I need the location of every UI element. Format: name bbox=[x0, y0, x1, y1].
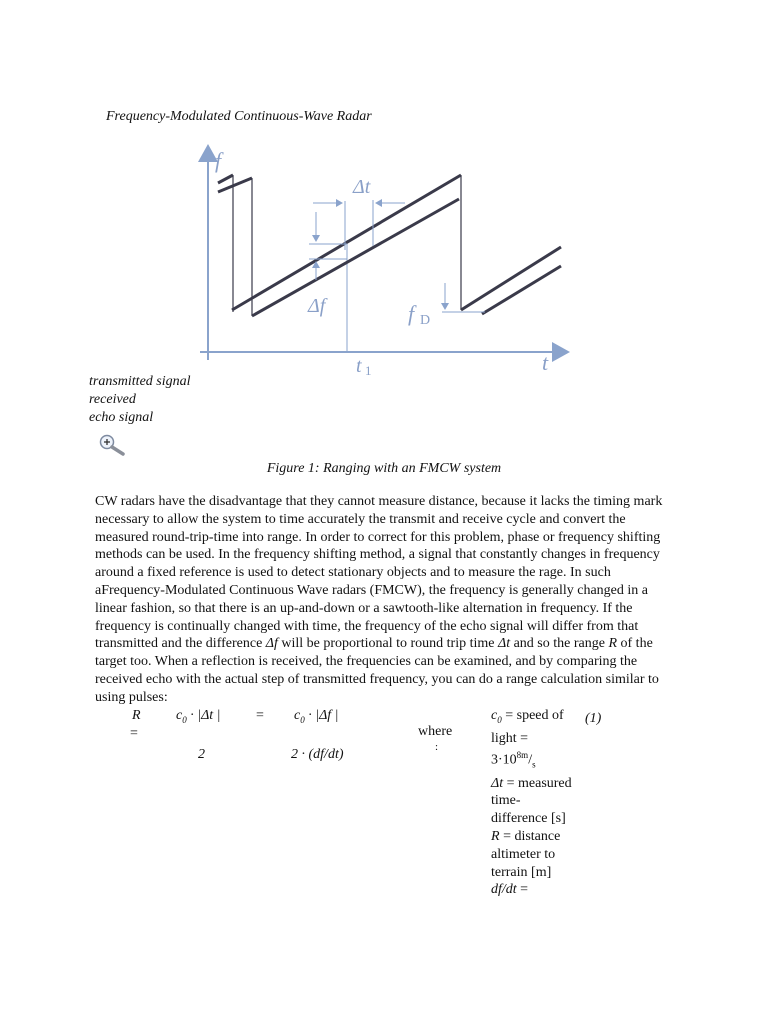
fmcw-diagram bbox=[195, 140, 575, 380]
eq-where: where bbox=[418, 724, 453, 739]
para-range: R bbox=[608, 636, 618, 652]
magnifier-plus-icon[interactable] bbox=[98, 433, 126, 457]
legend-echo: echo signal bbox=[89, 410, 154, 425]
eq-denominator-2: 2 · (df/dt) bbox=[291, 747, 344, 762]
echo-signal bbox=[252, 199, 459, 316]
def-c0-text: = speed of light = bbox=[491, 708, 564, 746]
para-delta-t: Δt bbox=[497, 636, 511, 652]
def-c0-val: 3·10 bbox=[491, 753, 517, 769]
eq-numerator-1 bbox=[176, 708, 221, 725]
def-dfdt bbox=[491, 881, 573, 899]
legend-received: received bbox=[89, 392, 136, 407]
def-dt-symbol: Δt bbox=[491, 775, 504, 791]
body-paragraph bbox=[95, 493, 677, 707]
fd-label: f bbox=[408, 301, 415, 326]
transmitted-signal-next bbox=[461, 247, 561, 310]
def-c0-exp: 8 bbox=[516, 750, 522, 761]
para-text-4: of the target too. When a reflection is received, the frequencies can be examined, and by comparing the received echo with the actual step of transmitted frequency, you can do a range calculation similar to using pulses: bbox=[95, 636, 659, 705]
transmitted-signal-start bbox=[218, 175, 233, 183]
def-c0-unit-s: s bbox=[532, 759, 536, 770]
para-text-2: will be proportional to round trip time bbox=[277, 636, 498, 652]
eq-equals-1: = bbox=[130, 726, 138, 741]
t1-subscript: 1 bbox=[365, 363, 372, 378]
def-dt-text: = measured time-difference [s] bbox=[491, 775, 572, 827]
eq-c0-sub-1: 0 bbox=[182, 714, 187, 725]
t1-label: t bbox=[356, 355, 362, 377]
para-text-1: CW radars have the disadvantage that they cannot measure distance, because it lacks the timing mark necessary to allow the system to time accurately the transmit and receive cycle and convert the measured round-trip-time into range. In order to correct for this problem, phase or frequency shifting methods can be used. In the frequency shifting method, a signal that constantly changes in frequency around a fixed reference is used to detect stationary objects and to measure the rage. In such aFrequency-Modulated Continuous Wave radars (FMCW), the frequency is generally changed in a linear fashion, so that there is an up-and-down or a sawtooth-like alternation in frequency. If the frequency is continually changed with time, the frequency of the echo signal will differ from that transmitted and the difference bbox=[95, 494, 663, 652]
axis-t-label: t bbox=[542, 350, 549, 375]
eq-c0-sub-2: 0 bbox=[300, 714, 305, 725]
variable-definitions bbox=[491, 707, 573, 899]
def-c0-sub: 0 bbox=[497, 714, 502, 725]
para-delta-f: Δf bbox=[265, 636, 278, 652]
def-c0-value: $3\cdot 10^{8m}/_s$ bbox=[491, 750, 536, 770]
equation-number: (1) bbox=[585, 711, 602, 726]
def-dt bbox=[491, 775, 573, 828]
delta-f-label: Δf bbox=[308, 295, 326, 317]
eq-colon: : bbox=[435, 741, 439, 753]
eq-c0-1: c bbox=[176, 708, 183, 723]
eq-num1-rest: · |Δt | bbox=[186, 708, 221, 723]
legend-transmitted: transmitted signal bbox=[89, 374, 191, 389]
def-c0-symbol: c bbox=[491, 708, 498, 723]
eq-numerator-2 bbox=[294, 708, 339, 725]
axis-f-label: f bbox=[215, 148, 222, 173]
figure-caption: Figure 1: Ranging with an FMCW system bbox=[266, 461, 502, 476]
document-title: Frequency-Modulated Continuous-Wave Radar bbox=[106, 109, 372, 124]
eq-c0-2: c bbox=[294, 708, 301, 723]
def-c0-unit-m: m bbox=[521, 750, 529, 761]
def-r-symbol: R bbox=[491, 829, 500, 845]
def-r bbox=[491, 828, 573, 881]
def-dfdt-symbol: df/dt bbox=[491, 882, 517, 898]
para-text-3: and so the range bbox=[510, 636, 609, 652]
def-c0 bbox=[491, 707, 573, 747]
delta-t-label: Δt bbox=[353, 176, 371, 198]
fd-subscript: D bbox=[420, 313, 431, 328]
def-r-text: = distance altimeter to terrain [m] bbox=[491, 829, 561, 880]
eq-denominator-1: 2 bbox=[198, 747, 205, 762]
eq-num2-rest: · |Δf | bbox=[304, 708, 339, 723]
eq-equals-2: = bbox=[256, 708, 264, 723]
eq-r: R bbox=[132, 708, 141, 723]
def-dfdt-text: = bbox=[516, 882, 529, 898]
